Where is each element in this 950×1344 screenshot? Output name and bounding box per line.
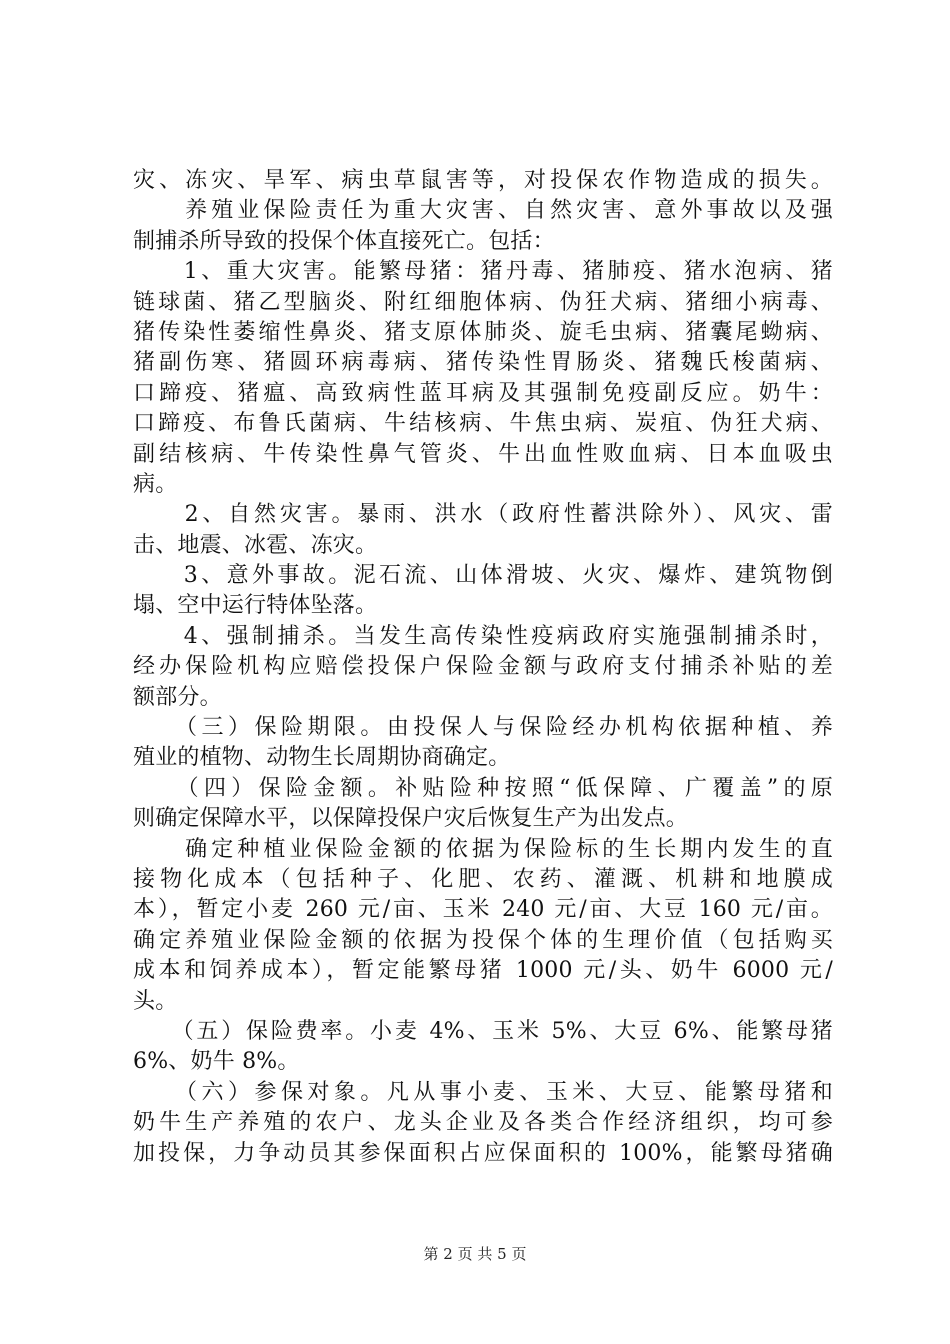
document-body bbox=[133, 166, 833, 1169]
text-line: 成本和饲养成本），暂定能繁母猪 1000 元/头、奶牛 6000 元/ bbox=[133, 958, 833, 984]
text-line: 塌、空中运行特体坠落。 bbox=[133, 593, 378, 619]
text-line: 养殖业保险责任为重大灾害、自然灾害、意外事故以及强 bbox=[133, 198, 833, 224]
text-line: 3、意外事故。泥石流、山体滑坡、火灾、爆炸、建筑物倒 bbox=[133, 563, 833, 589]
text-line: 经办保险机构应赔偿投保户保险金额与政府支付捕杀补贴的差 bbox=[133, 654, 833, 680]
text-line: 链球菌、猪乙型脑炎、附红细胞体病、伪狂犬病、猪细小病毒、 bbox=[133, 289, 833, 315]
text-line: 则确定保障水平，以保障投保户灾后恢复生产为出发点。 bbox=[133, 806, 689, 832]
text-line: 本），暂定小麦 260 元/亩、玉米 240 元/亩、大豆 160 元/亩。 bbox=[133, 897, 833, 923]
page-number-footer: 第 2 页 共 5 页 bbox=[423, 1245, 527, 1263]
text-line: 副结核病、牛传染性鼻气管炎、牛出血性败血病、日本血吸虫 bbox=[133, 441, 833, 467]
text-line: 击、地震、冰雹、冻灾。 bbox=[133, 532, 378, 558]
text-line: 确定养殖业保险金额的依据为投保个体的生理价值（包括购买 bbox=[133, 927, 833, 953]
text-line: 额部分。 bbox=[133, 684, 222, 710]
text-line: （四）保险金额。补贴险种按照“低保障、广覆盖”的原 bbox=[133, 775, 833, 801]
text-line: 1、重大灾害。能繁母猪：猪丹毒、猪肺疫、猪水泡病、猪 bbox=[133, 259, 833, 285]
text-line: 接物化成本（包括种子、化肥、农药、灌溉、机耕和地膜成 bbox=[133, 866, 833, 892]
text-line: 殖业的植物、动物生长周期协商确定。 bbox=[133, 745, 511, 771]
text-line: 病。 bbox=[133, 471, 178, 497]
text-line: 6%、奶牛 8%。 bbox=[133, 1049, 300, 1075]
text-line: 灾、冻灾、旱军、病虫草鼠害等，对投保农作物造成的损失。 bbox=[133, 168, 833, 193]
text-line: （五）保险费率。小麦 4%、玉米 5%、大豆 6%、能繁母猪 bbox=[133, 1018, 833, 1044]
text-line: 2、自然灾害。暴雨、洪水（政府性蓄洪除外）、风灾、雷 bbox=[133, 502, 833, 528]
text-line: 确定种植业保险金额的依据为保险标的生长期内发生的直 bbox=[133, 836, 833, 862]
text-line: 制捕杀所导致的投保个体直接死亡。包括： bbox=[133, 228, 555, 254]
text-line: 头。 bbox=[133, 988, 178, 1014]
text-line: 奶牛生产养殖的农户、龙头企业及各类合作经济组织，均可参 bbox=[133, 1110, 833, 1136]
text-line: 加投保，力争动员其参保面积占应保面积的 100%，能繁母猪确 bbox=[133, 1140, 833, 1166]
text-line: 猪传染性萎缩性鼻炎、猪支原体肺炎、旋毛虫病、猪囊尾蚴病、 bbox=[133, 319, 833, 345]
text-line: 猪副伤寒、猪圆环病毒病、猪传染性胃肠炎、猪魏氏梭菌病、 bbox=[133, 350, 833, 376]
text-line: 口蹄疫、猪瘟、高致病性蓝耳病及其强制免疫副反应。奶牛： bbox=[133, 380, 833, 406]
text-line: 4、强制捕杀。当发生高传染性疫病政府实施强制捕杀时， bbox=[133, 623, 833, 649]
text-line: （六）参保对象。凡从事小麦、玉米、大豆、能繁母猪和 bbox=[133, 1079, 833, 1105]
text-line: 口蹄疫、布鲁氏菌病、牛结核病、牛焦虫病、炭疽、伪狂犬病、 bbox=[133, 411, 833, 437]
text-line: （三）保险期限。由投保人与保险经办机构依据种植、养 bbox=[133, 715, 833, 741]
